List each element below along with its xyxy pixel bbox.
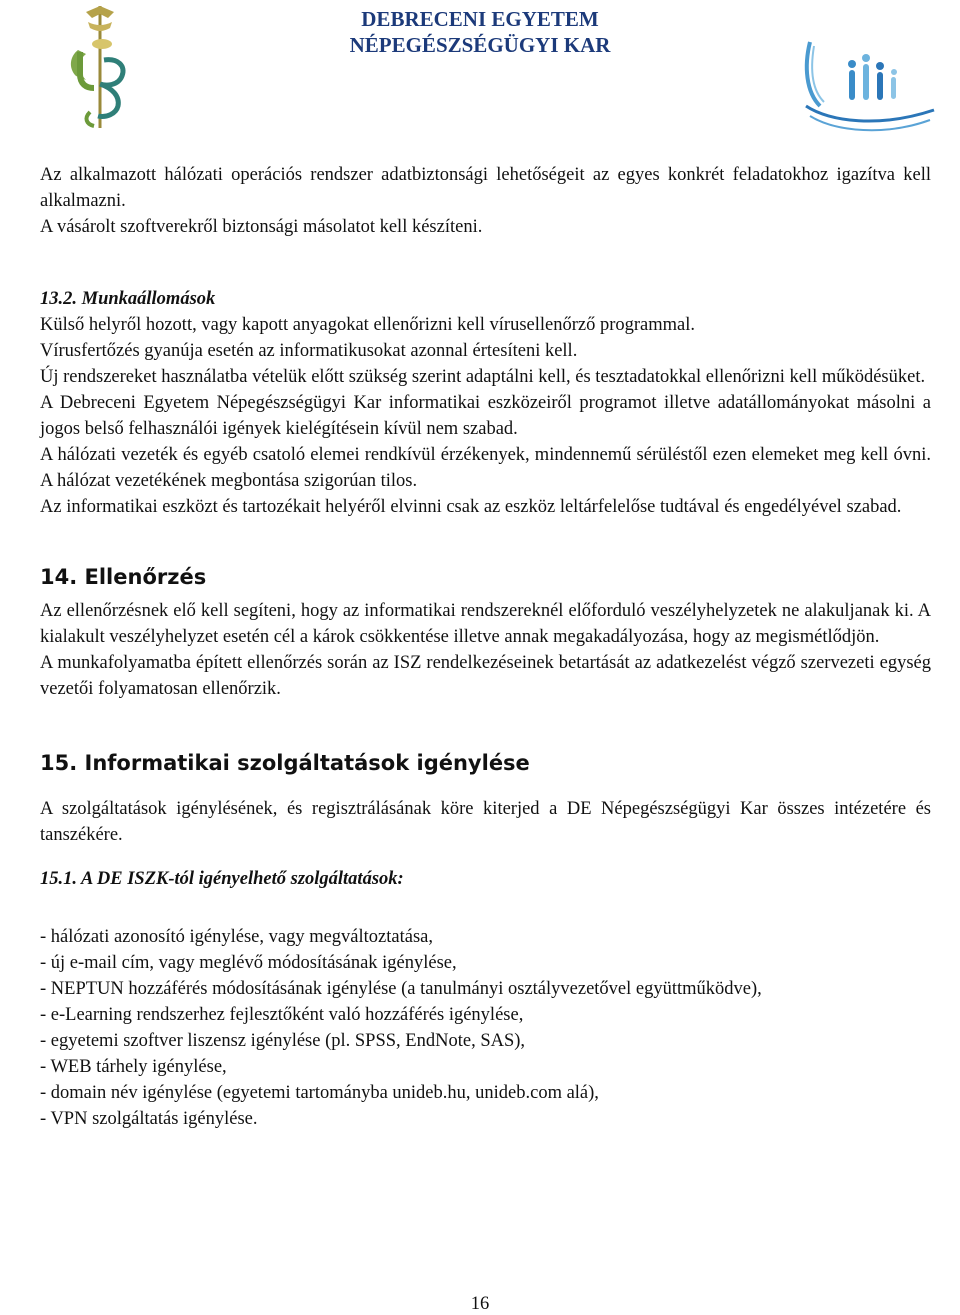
institution-name — [300, 6, 660, 58]
section-14-paragraph: A munkafolyamatba épített ellenőrzés során az ISZ rendelkezéseinek betartását az adatkezelést végző szervezeti egység vezetői folyamatosan ellenőrzik. — [40, 653, 931, 699]
page-header — [0, 0, 960, 140]
section-15-paragraph: A szolgáltatások igénylésének, és regisztrálásának köre kiterjed a DE Népegészségügyi Kar összes intézetére és tanszékére. — [40, 799, 931, 845]
intro-paragraph-2: A vásárolt szoftverekről biztonsági másolatot kell készíteni. — [40, 217, 483, 237]
list-item: - új e-mail cím, vagy meglévő módosításának igénylése, — [40, 953, 457, 973]
section-14-heading: 14. Ellenőrzés — [40, 565, 207, 589]
list-item: - NEPTUN hozzáférés módosításának igénylése (a tanulmányi osztályvezetővel együttműködve), — [40, 979, 762, 999]
section-15-heading: 15. Informatikai szolgáltatások igénylése — [40, 751, 530, 775]
section-13-2-heading: 13.2. Munkaállomások — [40, 289, 216, 309]
section-13-2-paragraph: A hálózati vezeték és egyéb csatoló elemei rendkívül érzékenyek, mindennemű sérüléstől ezen elemeket meg kell óvni. A hálózat vezetékének megbontása szigorúan tilos. — [40, 445, 931, 491]
institution-line-1: DEBRECENI EGYETEM — [361, 7, 599, 31]
list-item: - WEB tárhely igénylése, — [40, 1057, 227, 1077]
section-15-1-heading: 15.1. A DE ISZK-tól igényelhető szolgáltatások: — [40, 869, 404, 889]
service-list — [40, 924, 931, 1132]
section-13-2-paragraph: Vírusfertőzés gyanúja esetén az informatikusokat azonnal értesíteni kell. — [40, 341, 578, 361]
list-item: - egyetemi szoftver liszensz igénylése (pl. SPSS, EndNote, SAS), — [40, 1031, 526, 1051]
institution-line-2: NÉPEGÉSZSÉGÜGYI KAR — [349, 33, 611, 57]
list-item: - e-Learning rendszerhez fejlesztőként való hozzáférés igénylése, — [40, 1005, 524, 1025]
faculty-figures-logo-icon — [800, 36, 940, 136]
section-14-paragraph: Az ellenőrzésnek elő kell segíteni, hogy az informatikai rendszereknél előforduló veszélyhelyzetek ne alakuljanak ki. A kialakult veszélyhelyzet esetén cél a károk csökkentése illetve annak megakadályozása, hogy az megismétlődjön. — [40, 601, 931, 647]
list-item: - VPN szolgáltatás igénylése. — [40, 1109, 258, 1129]
document-body — [40, 162, 931, 1132]
section-13-2-paragraph: Külső helyről hozott, vagy kapott anyagokat ellenőrizni kell vírusellenőrző programmal. — [40, 315, 696, 335]
section-13-2-paragraph: Az informatikai eszközt és tartozékait helyéről elvinni csak az eszköz leltárfelelőse tudtával és engedélyével szabad. — [40, 497, 902, 517]
section-13-2-paragraph: Új rendszereket használatba vételük előtt szükség szerint adaptálni kell, és tesztadatokkal ellenőrizni kell működésüket. — [40, 367, 926, 387]
list-item: - hálózati azonosító igénylése, vagy megváltoztatása, — [40, 927, 433, 947]
university-crest-logo-icon — [56, 4, 136, 130]
intro-paragraph-1: Az alkalmazott hálózati operációs rendszer adatbiztonsági lehetőségeit az egyes konkrét feladatokhoz igazítva kell alkalmazni. — [40, 165, 931, 211]
list-item: - domain név igénylése (egyetemi tartományba unideb.hu, unideb.com alá), — [40, 1083, 599, 1103]
page-number: 16 — [470, 1294, 490, 1314]
section-13-2-paragraph: A Debreceni Egyetem Népegészségügyi Kar informatikai eszközeiről programot illetve adatállományokat másolni a jogos belső felhasználói igények kielégítésein kívül nem szabad. — [40, 393, 931, 439]
